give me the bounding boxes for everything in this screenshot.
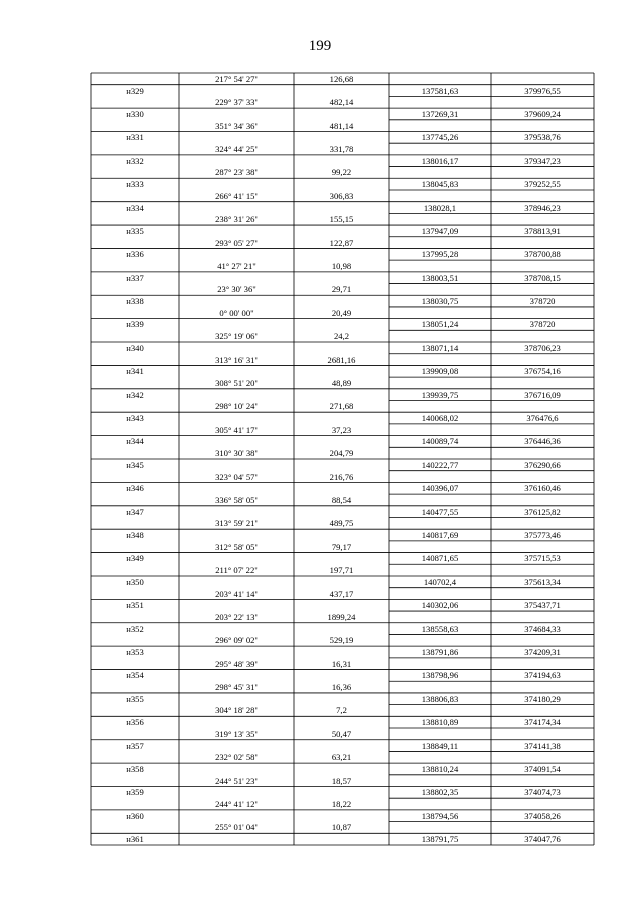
distance-cell: 155,15: [329, 214, 354, 225]
y-coordinate-cell: 376160,46: [524, 483, 561, 494]
y-coordinate-cell: 374141,38: [524, 740, 561, 751]
distance-cell: 79,17: [331, 541, 352, 552]
point-id-cell: н349: [126, 553, 144, 564]
y-coordinate-cell: 374058,26: [524, 810, 561, 821]
distance-cell: 16,36: [331, 682, 352, 693]
point-id-cell: н354: [126, 670, 144, 681]
angle-cell: 217° 54' 27": [215, 73, 258, 84]
angle-cell: 304° 18' 28": [215, 705, 258, 716]
distance-cell: 16,31: [331, 658, 352, 669]
angle-cell: 295° 48' 39": [215, 658, 258, 669]
y-coordinate-cell: 375613,34: [524, 576, 561, 587]
x-coordinate-cell: 138810,24: [421, 763, 459, 774]
x-coordinate-cell: 138051,24: [421, 319, 459, 330]
distance-cell: 99,22: [331, 167, 352, 178]
y-coordinate-cell: 374091,54: [524, 763, 561, 774]
point-id-cell: н358: [126, 763, 144, 774]
point-id-cell: н335: [126, 225, 144, 236]
point-id-cell: н347: [126, 506, 144, 517]
angle-cell: 308° 51' 20": [215, 377, 258, 388]
x-coordinate-cell: 139909,08: [421, 366, 459, 377]
angle-cell: 298° 10' 24": [215, 401, 258, 412]
y-coordinate-cell: 378720: [529, 319, 556, 330]
y-coordinate-cell: 378708,15: [524, 272, 561, 283]
distance-cell: 18,57: [331, 775, 352, 786]
x-coordinate-cell: 140068,02: [421, 413, 459, 424]
y-coordinate-cell: 378946,23: [524, 202, 561, 213]
page-number: 199: [308, 38, 332, 54]
angle-cell: 324° 44' 25": [215, 144, 258, 155]
angle-cell: 325° 19' 06": [215, 331, 258, 342]
point-id-cell: н340: [126, 342, 144, 353]
distance-cell: 122,87: [329, 237, 354, 248]
point-id-cell: н345: [126, 459, 144, 470]
angle-cell: 211° 07' 22": [215, 565, 258, 576]
angle-cell: 229° 37' 33": [215, 97, 258, 108]
x-coordinate-cell: 140302,06: [421, 600, 459, 611]
distance-cell: 2681,16: [327, 354, 356, 365]
y-coordinate-cell: 376754,16: [524, 366, 561, 377]
x-coordinate-cell: 137269,31: [421, 108, 459, 119]
distance-cell: 1899,24: [327, 611, 356, 622]
x-coordinate-cell: 140871,65: [421, 553, 459, 564]
x-coordinate-cell: 138802,35: [421, 787, 459, 798]
distance-cell: 271,68: [329, 401, 354, 412]
distance-cell: 331,78: [329, 144, 354, 155]
x-coordinate-cell: 138558,63: [421, 623, 459, 634]
distance-cell: 529,19: [329, 635, 354, 646]
point-id-cell: н350: [126, 576, 144, 587]
distance-cell: 126,68: [329, 73, 354, 84]
angle-cell: 323° 04' 57": [215, 471, 258, 482]
distance-cell: 489,75: [329, 518, 354, 529]
angle-cell: 287° 23' 38": [215, 167, 258, 178]
y-coordinate-cell: 376446,36: [524, 436, 561, 447]
angle-cell: 41° 27' 21": [217, 261, 256, 271]
point-id-cell: н357: [126, 740, 144, 751]
distance-cell: 10,87: [331, 822, 352, 833]
y-coordinate-cell: 375773,46: [524, 530, 561, 541]
distance-cell: 197,71: [329, 565, 354, 576]
x-coordinate-cell: 138791,86: [421, 647, 459, 657]
x-coordinate-cell: 137995,28: [421, 249, 459, 260]
angle-cell: 293° 05' 27": [215, 237, 258, 248]
angle-cell: 296° 09' 02": [215, 635, 258, 646]
y-coordinate-cell: 378706,23: [524, 342, 561, 353]
distance-cell: 29,71: [331, 284, 352, 295]
x-coordinate-cell: 138798,96: [421, 670, 459, 681]
y-coordinate-cell: 374684,33: [524, 623, 561, 634]
angle-cell: 305° 41' 17": [215, 424, 258, 435]
point-id-cell: н352: [126, 623, 144, 634]
x-coordinate-cell: 138028,1: [423, 202, 457, 213]
angle-cell: 336° 58' 05": [215, 494, 258, 505]
x-coordinate-cell: 140089,74: [421, 436, 459, 447]
x-coordinate-cell: 138045,83: [421, 179, 459, 190]
y-coordinate-cell: 374194,63: [524, 670, 561, 681]
y-coordinate-cell: 374074,73: [524, 787, 561, 798]
x-coordinate-cell: 137581,63: [421, 85, 459, 96]
coordinates-table: [91, 73, 594, 845]
x-coordinate-cell: 140702,4: [423, 576, 457, 587]
angle-cell: 310° 30' 38": [215, 448, 258, 459]
x-coordinate-cell: 137947,09: [421, 225, 459, 236]
point-id-cell: н343: [126, 413, 144, 424]
distance-cell: 88,54: [331, 494, 352, 505]
point-id-cell: н330: [126, 108, 144, 119]
point-id-cell: н339: [126, 319, 144, 330]
y-coordinate-cell: 374180,29: [524, 693, 561, 704]
angle-cell: 203° 22' 13": [215, 611, 258, 622]
point-id-cell: н344: [126, 436, 144, 447]
angle-cell: 232° 02' 58": [215, 752, 258, 763]
point-id-cell: н356: [126, 717, 144, 728]
point-id-cell: н348: [126, 530, 144, 541]
point-id-cell: н329: [126, 85, 144, 96]
y-coordinate-cell: 379609,24: [524, 108, 561, 119]
angle-cell: 319° 13' 35": [215, 728, 258, 739]
y-coordinate-cell: 374209,31: [524, 647, 561, 657]
distance-cell: 437,17: [329, 588, 354, 599]
y-coordinate-cell: 379538,76: [524, 132, 561, 143]
distance-cell: 7,2: [336, 705, 347, 716]
x-coordinate-cell: 138849,11: [421, 740, 459, 751]
point-id-cell: н355: [126, 693, 144, 704]
distance-cell: 24,2: [333, 331, 350, 342]
distance-cell: 63,21: [331, 752, 352, 763]
y-coordinate-cell: 379976,55: [524, 85, 561, 96]
point-id-cell: н334: [126, 202, 144, 213]
point-id-cell: н353: [126, 647, 144, 657]
distance-cell: 37,23: [331, 424, 352, 435]
point-id-cell: н338: [126, 296, 144, 307]
point-id-cell: н351: [126, 600, 144, 611]
distance-cell: 481,14: [329, 120, 354, 131]
x-coordinate-cell: 138794,56: [421, 810, 459, 821]
x-coordinate-cell: 138806,83: [421, 693, 459, 704]
angle-cell: 312° 58' 05": [215, 541, 258, 552]
distance-cell: 10,98: [331, 261, 352, 271]
angle-cell: 255° 01' 04": [215, 822, 258, 833]
angle-cell: 244° 51' 23": [215, 775, 258, 786]
point-id-cell: н331: [126, 132, 144, 143]
x-coordinate-cell: 140396,07: [421, 483, 459, 494]
y-coordinate-cell: 374047,76: [524, 834, 561, 845]
y-coordinate-cell: 376290,66: [524, 459, 561, 470]
point-id-cell: н346: [126, 483, 144, 494]
point-id-cell: н341: [126, 366, 144, 377]
y-coordinate-cell: 378813,91: [524, 225, 561, 236]
point-id-cell: н332: [126, 155, 144, 166]
distance-cell: 482,14: [329, 97, 354, 108]
angle-cell: 313° 59' 21": [215, 518, 258, 529]
x-coordinate-cell: 140222,77: [421, 459, 459, 470]
distance-cell: 20,49: [331, 307, 352, 318]
angle-cell: 313° 16' 31": [215, 354, 258, 365]
angle-cell: 238° 31' 26": [215, 214, 258, 225]
distance-cell: 50,47: [331, 728, 352, 739]
point-id-cell: н333: [126, 179, 144, 190]
y-coordinate-cell: 378700,88: [524, 249, 561, 260]
x-coordinate-cell: 140817,69: [421, 530, 459, 541]
y-coordinate-cell: 375715,53: [524, 553, 561, 564]
x-coordinate-cell: 140477,55: [421, 506, 459, 517]
y-coordinate-cell: 379252,55: [524, 179, 561, 190]
x-coordinate-cell: 138071,14: [421, 342, 459, 353]
point-id-cell: н342: [126, 389, 144, 400]
distance-cell: 48,89: [331, 377, 352, 388]
angle-cell: 244° 41' 12": [215, 799, 258, 810]
point-id-cell: н336: [126, 249, 144, 260]
y-coordinate-cell: 375437,71: [524, 600, 561, 611]
distance-cell: 18,22: [331, 799, 352, 810]
angle-cell: 266° 41' 15": [215, 190, 258, 201]
x-coordinate-cell: 138016,17: [421, 155, 459, 166]
y-coordinate-cell: 376716,09: [524, 389, 561, 400]
angle-cell: 23° 30' 36": [217, 284, 256, 295]
point-id-cell: н359: [126, 787, 144, 798]
x-coordinate-cell: 138791,75: [421, 834, 459, 845]
angle-cell: 203° 41' 14": [215, 588, 258, 599]
angle-cell: 351° 34' 36": [215, 120, 258, 131]
y-coordinate-cell: 378720: [529, 296, 556, 307]
y-coordinate-cell: 376125,82: [524, 506, 561, 517]
y-coordinate-cell: 376476,6: [526, 413, 559, 424]
distance-cell: 306,83: [329, 190, 354, 201]
y-coordinate-cell: 374174,34: [524, 717, 561, 728]
angle-cell: 298° 45' 31": [215, 682, 258, 693]
x-coordinate-cell: 138003,51: [421, 272, 459, 283]
x-coordinate-cell: 139939,75: [421, 389, 459, 400]
distance-cell: 216,76: [329, 471, 354, 482]
angle-cell: 0° 00' 00": [219, 307, 254, 318]
point-id-cell: н337: [126, 272, 144, 283]
point-id-cell: н361: [126, 834, 144, 845]
x-coordinate-cell: 138810,89: [421, 717, 459, 728]
y-coordinate-cell: 379347,23: [524, 155, 561, 166]
x-coordinate-cell: 137745,26: [421, 132, 459, 143]
x-coordinate-cell: 138030,75: [421, 296, 459, 307]
distance-cell: 204,79: [329, 448, 354, 459]
point-id-cell: н360: [126, 810, 144, 821]
